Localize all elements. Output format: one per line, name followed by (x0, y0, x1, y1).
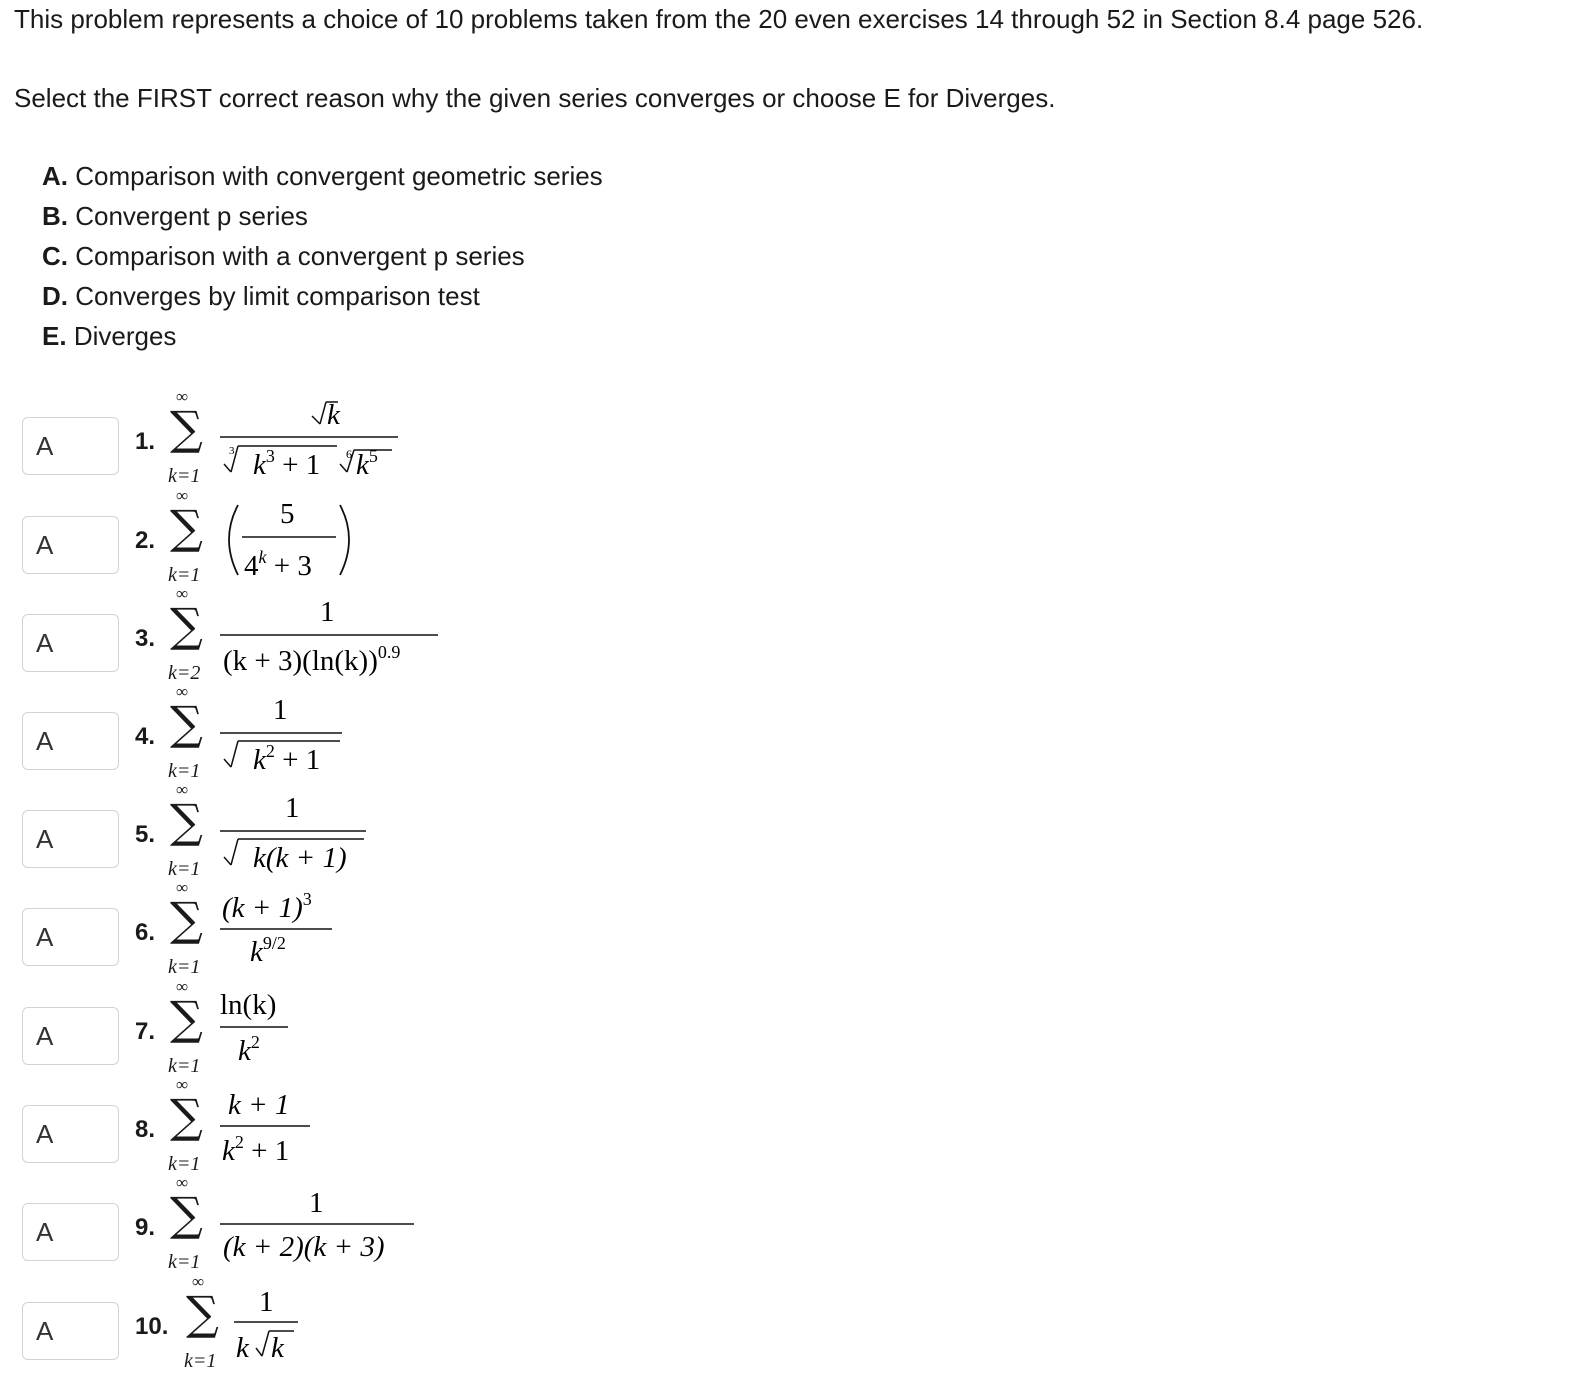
denominator-rest: + 3 (266, 550, 312, 582)
root-index: 3 (229, 445, 235, 457)
lower-limit: k=1 (168, 858, 201, 880)
numerator: 1 (320, 596, 335, 628)
radical-sign (256, 1348, 262, 1356)
choice-text: Comparison with a convergent p series (75, 241, 525, 271)
lower-limit: k=2 (168, 662, 201, 684)
radical-sign (320, 402, 326, 424)
denominator-base: k (253, 744, 266, 776)
problem-number: 3. (135, 625, 156, 652)
upper-limit: ∞ (176, 682, 189, 701)
radical-sign (340, 464, 347, 472)
radical-sign (224, 464, 231, 472)
choice-letter: A. (42, 161, 68, 191)
denominator (244, 547, 312, 582)
lower-limit: k=1 (168, 564, 201, 586)
series-term-6 (220, 891, 350, 989)
series-term-8 (220, 1088, 330, 1186)
denominator-base: k (238, 1035, 251, 1067)
denominator-radicand (356, 446, 378, 481)
summation (166, 781, 210, 891)
problem-number: 1. (135, 428, 156, 455)
denominator (250, 933, 286, 968)
exponent: 3 (302, 889, 312, 909)
choice-letter: B. (42, 201, 68, 231)
summation (166, 388, 210, 498)
denominator-base: k (250, 936, 263, 968)
denominator-base: k (222, 1135, 235, 1167)
series-term-2 (218, 499, 368, 597)
denominator-base: k (253, 449, 266, 481)
exponent: 2 (234, 1132, 244, 1152)
answer-input-7[interactable]: A (22, 1007, 119, 1065)
choice-text: Comparison with convergent geometric series (75, 161, 603, 191)
problem-row-9 (0, 1173, 1595, 1286)
denominator (253, 741, 320, 776)
exponent: 9/2 (262, 933, 286, 953)
upper-limit: ∞ (176, 977, 189, 996)
problem-number: 7. (135, 1018, 156, 1045)
upper-limit: ∞ (192, 1272, 205, 1291)
answer-input-6[interactable]: A (22, 908, 119, 966)
series-term-3 (220, 597, 450, 695)
sigma-icon: ∑ (170, 991, 203, 1045)
sigma-icon: ∑ (170, 696, 203, 750)
problem-row-6 (0, 878, 1595, 991)
upper-limit: ∞ (176, 1075, 189, 1094)
numerator: k (327, 399, 340, 431)
denominator-base: k (356, 449, 369, 481)
exponent: 2 (250, 1032, 260, 1052)
upper-limit: ∞ (176, 878, 189, 897)
numerator: 1 (285, 792, 300, 824)
summation (182, 1273, 226, 1383)
problem-number: 6. (135, 919, 156, 946)
problem-row-10 (0, 1272, 1595, 1385)
lower-limit: k=1 (168, 1153, 201, 1175)
series-term-9 (220, 1186, 430, 1284)
problem-row-7 (0, 977, 1595, 1090)
summation (166, 683, 210, 793)
denominator-rest: + 1 (243, 1135, 290, 1167)
upper-limit: ∞ (176, 486, 189, 505)
problem-number: 2. (135, 527, 156, 554)
upper-limit: ∞ (176, 1173, 189, 1192)
numerator: 1 (273, 694, 288, 726)
problem-row-3 (0, 584, 1595, 697)
series-term-7 (220, 990, 310, 1088)
radical-sign (262, 1331, 269, 1356)
denominator (223, 642, 400, 677)
denominator-rest: + 1 (274, 449, 321, 481)
choice-item (42, 200, 603, 240)
radical-sign (231, 839, 238, 865)
choice-text: Converges by limit comparison test (75, 281, 480, 311)
sigma-icon: ∑ (170, 794, 203, 848)
upper-limit: ∞ (176, 387, 189, 406)
lower-limit: k=1 (168, 760, 201, 782)
answer-input-10[interactable]: A (22, 1302, 119, 1360)
denominator (253, 446, 320, 481)
answer-input-2[interactable]: A (22, 516, 119, 574)
sigma-icon: ∑ (170, 1089, 203, 1143)
upper-limit: ∞ (176, 584, 189, 603)
choice-letter: E. (42, 321, 67, 351)
intro-text: This problem represents a choice of 10 problems taken from the 20 even exercises 14 through 52 in Section 8.4 page 526. (14, 4, 1424, 34)
exponent: 3 (265, 446, 275, 466)
numerator: 1 (309, 1187, 324, 1219)
summation (166, 1174, 210, 1284)
choice-item (42, 240, 603, 280)
choice-list (42, 160, 603, 360)
problem-row-5 (0, 780, 1595, 893)
denominator: (k + 2)(k + 3) (223, 1231, 385, 1263)
choice-item (42, 160, 603, 200)
numerator (222, 889, 312, 924)
denominator-radicand: k (271, 1332, 284, 1364)
sigma-icon: ∑ (170, 500, 203, 554)
denominator: k(k + 1) (253, 842, 347, 874)
radical-sign (224, 857, 231, 865)
exponent: 0.9 (377, 642, 401, 662)
lower-limit: k=1 (168, 1251, 201, 1273)
exponent: 5 (368, 446, 378, 466)
numerator: ln(k) (220, 989, 277, 1021)
denominator-k: k (236, 1332, 249, 1364)
numerator: k + 1 (228, 1089, 290, 1121)
problem-row-2 (0, 486, 1595, 599)
summation (166, 585, 210, 695)
problem-number: 5. (135, 821, 156, 848)
answer-input-9[interactable]: A (22, 1203, 119, 1261)
answer-input-8[interactable]: A (22, 1105, 119, 1163)
series-term-10 (234, 1285, 314, 1383)
summation (166, 1076, 210, 1186)
choice-item (42, 320, 603, 360)
choice-letter: D. (42, 281, 68, 311)
numerator-base: (k + 1) (222, 892, 303, 924)
lower-limit: k=1 (168, 465, 201, 487)
sigma-icon: ∑ (170, 401, 203, 455)
summation (166, 978, 210, 1088)
exponent: k (258, 547, 267, 567)
problem-number: 9. (135, 1214, 156, 1241)
answer-input-5[interactable]: A (22, 810, 119, 868)
sigma-icon: ∑ (170, 892, 203, 946)
answer-input-4[interactable]: A (22, 712, 119, 770)
denominator-base: 4 (244, 550, 259, 582)
sigma-icon: ∑ (170, 598, 203, 652)
root-index: 6 (346, 447, 352, 461)
radical-sign (231, 741, 238, 767)
radical-sign (312, 416, 320, 424)
lower-limit: k=1 (184, 1350, 217, 1372)
denominator (238, 1032, 260, 1067)
left-paren (229, 505, 238, 575)
answer-input-3[interactable]: A (22, 614, 119, 672)
summation (166, 879, 210, 989)
problem-number: 4. (135, 723, 156, 750)
problem-number: 10. (135, 1313, 169, 1340)
series-term-4 (220, 695, 360, 793)
problem-row-8 (0, 1075, 1595, 1188)
choice-item (42, 280, 603, 320)
choice-text: Convergent p series (75, 201, 308, 231)
choice-text: Diverges (73, 321, 177, 351)
radical-sign (224, 759, 231, 767)
summation (166, 487, 210, 597)
instruction-text: Select the FIRST correct reason why the given series converges or choose E for Diverges. (14, 83, 1056, 113)
denominator (222, 1132, 289, 1167)
exponent: 2 (265, 741, 275, 761)
problem-row-1 (0, 387, 1595, 500)
upper-limit: ∞ (176, 780, 189, 799)
sigma-icon: ∑ (186, 1286, 219, 1340)
sigma-icon: ∑ (170, 1187, 203, 1241)
denominator-base: (k + 3)(ln(k)) (223, 645, 378, 677)
series-term-1 (220, 400, 410, 498)
denominator-rest: + 1 (274, 744, 321, 776)
answer-input-1[interactable]: A (22, 417, 119, 475)
lower-limit: k=1 (168, 1055, 201, 1077)
lower-limit: k=1 (168, 956, 201, 978)
numerator: 5 (280, 498, 295, 530)
right-paren (340, 505, 349, 575)
problem-row-4 (0, 682, 1595, 795)
series-term-5 (220, 793, 380, 891)
numerator: 1 (259, 1286, 274, 1318)
choice-letter: C. (42, 241, 68, 271)
problem-number: 8. (135, 1116, 156, 1143)
